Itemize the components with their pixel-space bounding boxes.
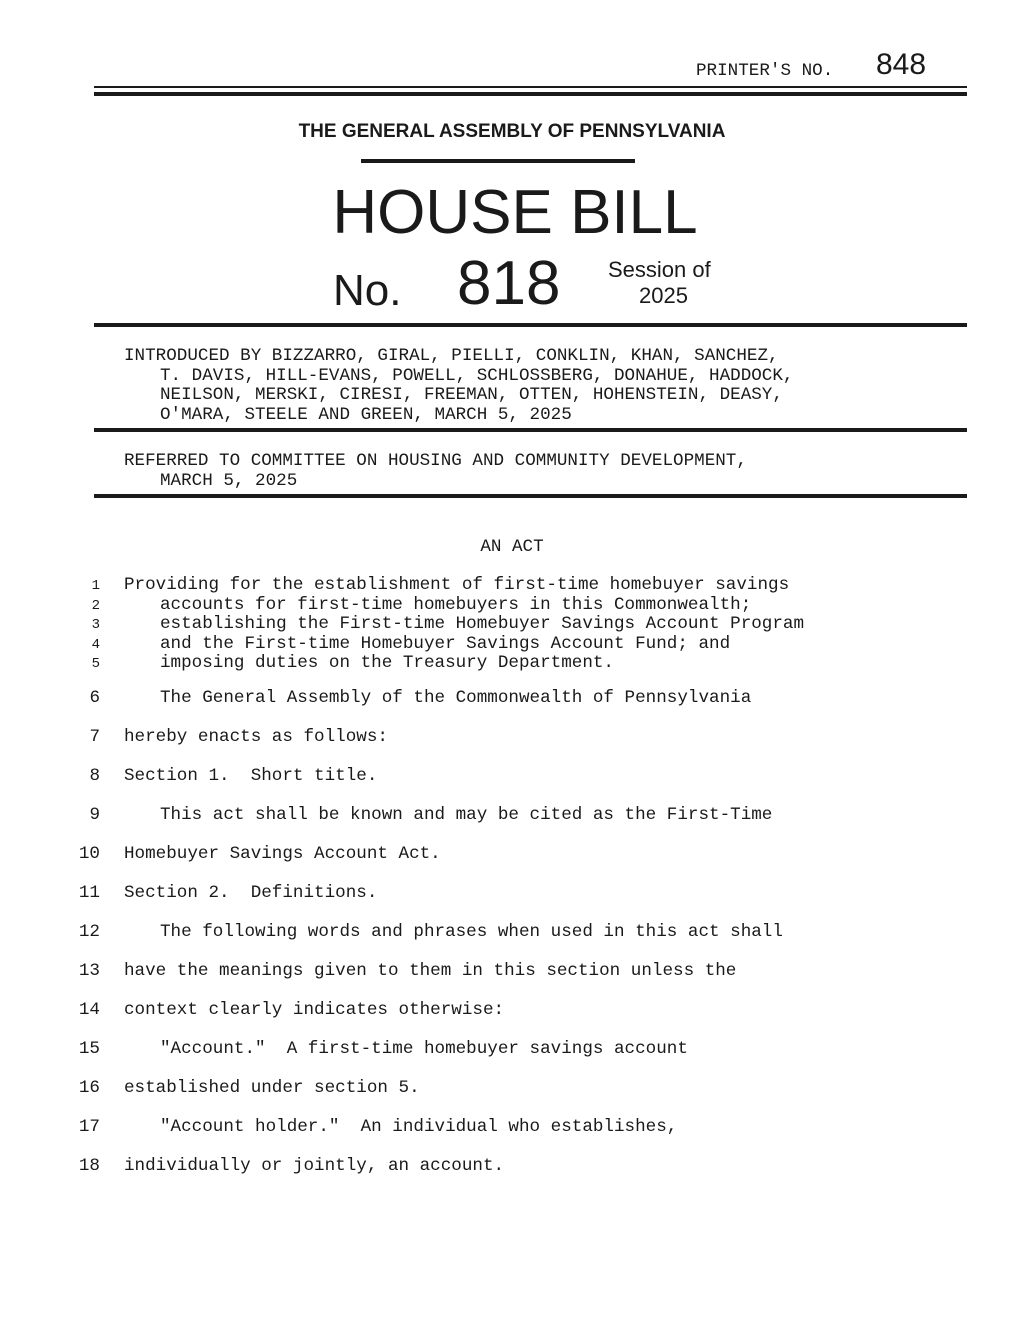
line-number: 14	[78, 1000, 100, 1020]
line-number: 1	[91, 578, 100, 594]
body-line: The General Assembly of the Commonwealth of Pennsylvania	[160, 688, 752, 708]
header-rule-bottom	[94, 92, 967, 96]
body-line: context clearly indicates otherwise:	[124, 1000, 505, 1020]
line-number: 7	[89, 727, 100, 747]
body-line: Homebuyer Savings Account Act.	[124, 844, 441, 864]
referred-line: MARCH 5, 2025	[160, 471, 298, 491]
line-number: 16	[78, 1078, 100, 1098]
printer-label: PRINTER'S NO.	[696, 61, 834, 81]
session-label: Session of	[608, 257, 711, 282]
bill-number: 818	[457, 249, 561, 318]
body-line: The following words and phrases when used in this act shall	[160, 922, 783, 942]
printer-number: 848	[876, 48, 927, 81]
line-number: 12	[78, 922, 100, 942]
line-number: 5	[91, 656, 100, 672]
line-number: 2	[91, 598, 100, 614]
body-line: This act shall be known and may be cited as the First-Time	[160, 805, 773, 825]
assembly-title: THE GENERAL ASSEMBLY OF PENNSYLVANIA	[298, 121, 726, 142]
no-label: No.	[333, 266, 402, 315]
introduced-rule	[94, 428, 967, 432]
body-line: hereby enacts as follows:	[124, 727, 388, 747]
introduced-line: INTRODUCED BY BIZZARRO, GIRAL, PIELLI, CONKLIN, KHAN, SANCHEZ,	[124, 346, 779, 366]
line-number: 11	[78, 883, 100, 903]
line-number: 17	[78, 1117, 100, 1137]
introduced-line: T. DAVIS, HILL-EVANS, POWELL, SCHLOSSBERG, DONAHUE, HADDOCK,	[160, 366, 794, 386]
header-rule-top	[94, 86, 967, 88]
bill-type: HOUSE BILL	[332, 178, 698, 247]
body-line: established under section 5.	[124, 1078, 420, 1098]
body-line: individually or jointly, an account.	[124, 1156, 505, 1176]
line-number: 3	[91, 617, 100, 633]
line-number: 8	[89, 766, 100, 786]
line-number: 15	[78, 1039, 100, 1059]
assembly-underline	[361, 159, 635, 163]
introduced-line: NEILSON, MERSKI, CIRESI, FREEMAN, OTTEN, HOHENSTEIN, DEASY,	[160, 385, 783, 405]
line-number: 9	[89, 805, 100, 825]
title-line: and the First-time Homebuyer Savings Account Fund; and	[160, 634, 731, 654]
body-line: "Account holder." An individual who establishes,	[160, 1117, 678, 1137]
body-line: have the meanings given to them in this section unless the	[124, 961, 737, 981]
title-line: establishing the First-time Homebuyer Savings Account Program	[160, 614, 805, 634]
line-number: 4	[91, 637, 100, 653]
introduced-line: O'MARA, STEELE AND GREEN, MARCH 5, 2025	[160, 405, 572, 425]
session-year: 2025	[639, 283, 688, 308]
title-line: accounts for first-time homebuyers in this Commonwealth;	[160, 595, 752, 615]
line-number: 10	[78, 844, 100, 864]
bill-rule	[94, 323, 967, 327]
line-number: 13	[78, 961, 100, 981]
referred-rule	[94, 494, 967, 498]
referred-line: REFERRED TO COMMITTEE ON HOUSING AND COMMUNITY DEVELOPMENT,	[124, 451, 747, 471]
line-number: 18	[78, 1156, 100, 1176]
title-line: imposing duties on the Treasury Department.	[160, 653, 614, 673]
title-line: Providing for the establishment of first-time homebuyer savings	[124, 575, 790, 595]
act-heading: AN ACT	[480, 537, 544, 557]
body-line: "Account." A first-time homebuyer savings account	[160, 1039, 688, 1059]
body-line: Section 2. Definitions.	[124, 883, 378, 903]
line-number: 6	[89, 688, 100, 708]
body-line: Section 1. Short title.	[124, 766, 378, 786]
